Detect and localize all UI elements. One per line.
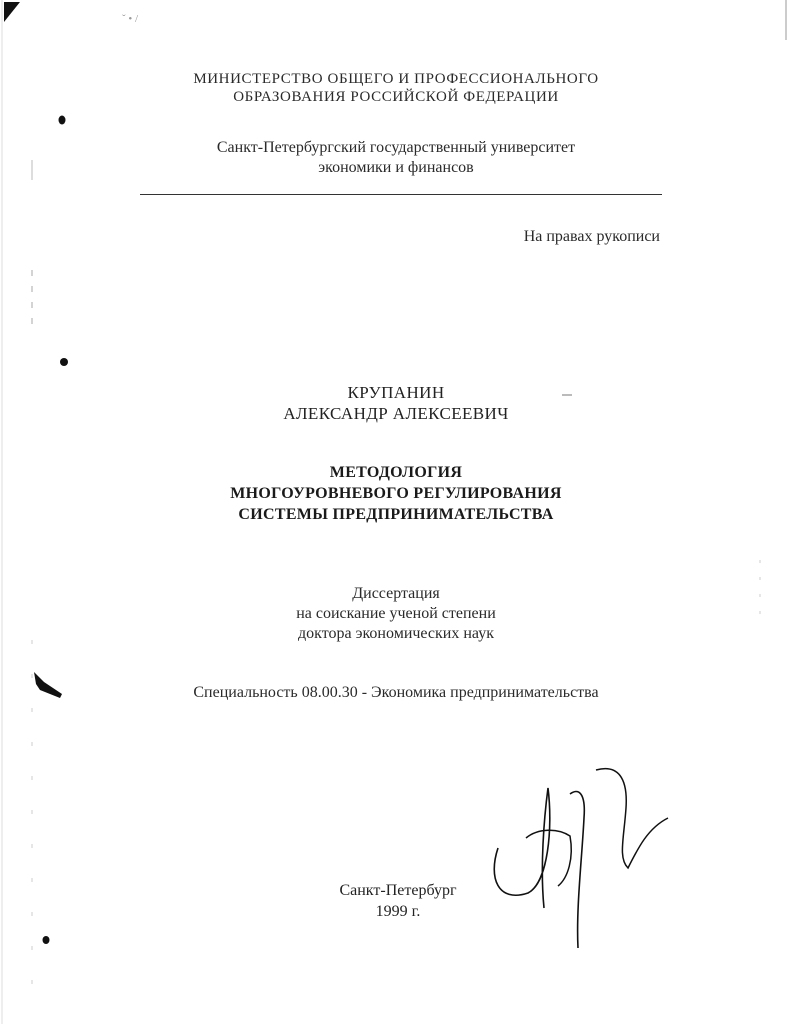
faint-corner-scribble: ˇ • / xyxy=(122,13,139,25)
signature-stroke-1 xyxy=(494,788,550,908)
rights-note: На правах рукописи xyxy=(523,228,660,245)
title-line-1: МЕТОДОЛОГИЯ xyxy=(329,464,463,481)
university-line-2: экономики и финансов xyxy=(318,159,474,176)
corner-mark-top-left xyxy=(4,2,20,22)
degree-line-1: Диссертация xyxy=(352,585,440,602)
speciality-line: Специальность 08.00.30 - Экономика предпринимательства xyxy=(193,684,599,701)
degree-line-2: на соискание ученой степени xyxy=(296,605,496,622)
year: 1999 г. xyxy=(375,903,421,920)
ministry-line-1: МИНИСТЕРСТВО ОБЩЕГО И ПРОФЕССИОНАЛЬНОГО xyxy=(193,71,599,87)
degree-statement xyxy=(0,584,792,644)
dissertation-title xyxy=(0,462,792,525)
hole-punch-mark-2 xyxy=(60,358,68,366)
hole-punch-mark-3 xyxy=(43,936,50,944)
ministry-header xyxy=(0,70,792,106)
author-surname: КРУПАНИН xyxy=(347,383,445,402)
signature-stroke-3 xyxy=(570,792,584,948)
header-divider xyxy=(140,194,662,195)
signature-stroke-4 xyxy=(596,769,668,868)
title-line-2: МНОГОУРОВНЕВОГО РЕГУЛИРОВАНИЯ xyxy=(230,485,562,502)
place-and-year xyxy=(318,880,478,922)
city: Санкт-Петербург xyxy=(339,882,457,899)
hole-punch-mark-1 xyxy=(59,116,66,125)
degree-line-3: доктора экономических наук xyxy=(298,625,494,642)
handwritten-signature xyxy=(478,758,678,958)
title-line-3: СИСТЕМЫ ПРЕДПРИНИМАТЕЛЬСТВА xyxy=(238,506,554,523)
author-block xyxy=(0,382,792,424)
university-header xyxy=(0,138,792,178)
author-name: АЛЕКСАНДР АЛЕКСЕЕВИЧ xyxy=(283,404,509,423)
university-line-1: Санкт-Петербургский государственный университет xyxy=(216,139,576,156)
ministry-line-2: ОБРАЗОВАНИЯ РОССИЙСКОЙ ФЕДЕРАЦИИ xyxy=(233,89,559,105)
